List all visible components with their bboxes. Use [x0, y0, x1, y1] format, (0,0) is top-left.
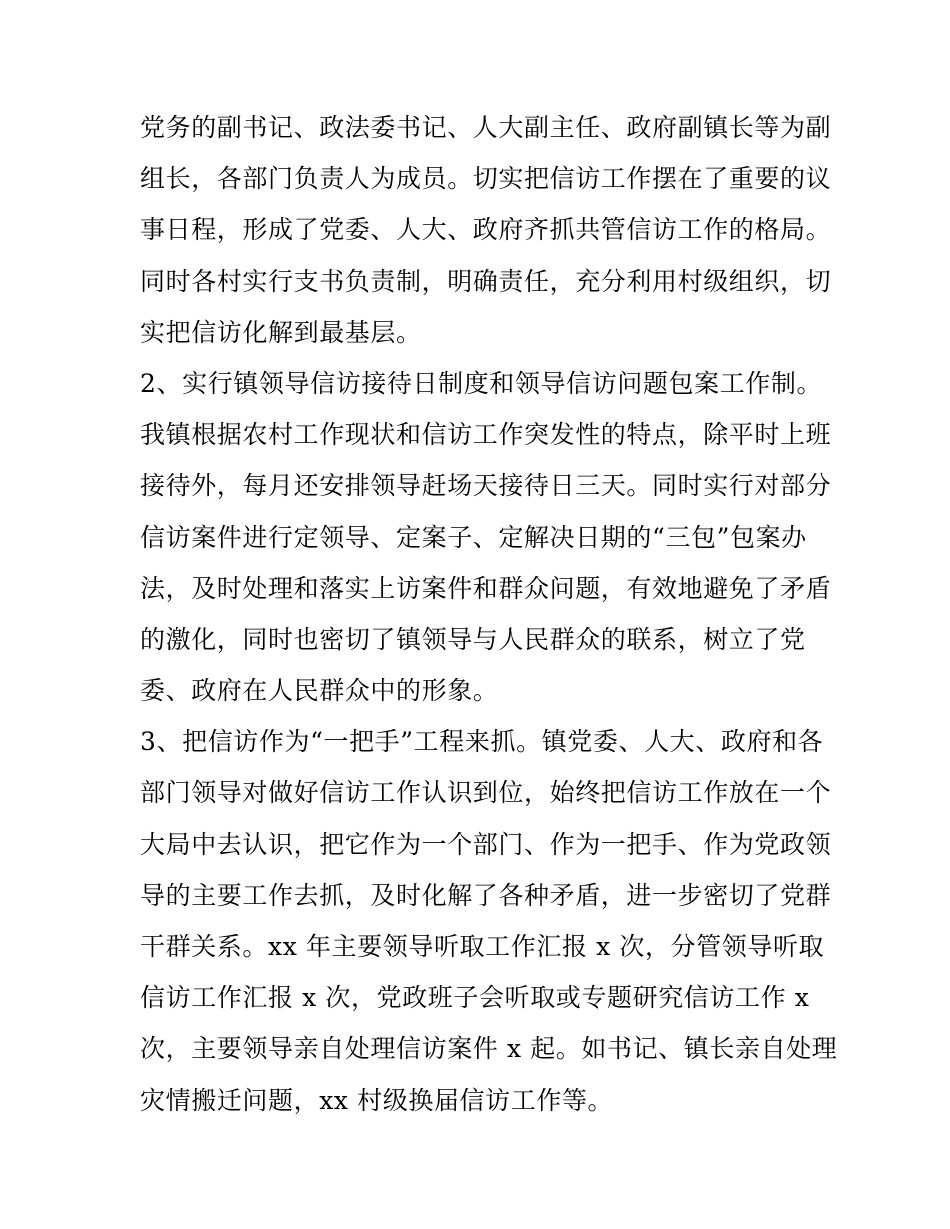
text-line-9: 信访案件进行定领导、定案子、定解决日期的“三包”包案办 [140, 522, 807, 552]
text-line-6: 2、实行镇领导信访接待日制度和领导信访问题包案工作制。 [140, 368, 823, 398]
text-line-5: 实把信访化解到最基层。 [140, 317, 422, 347]
text-line-16: 导的主要工作去抓，及时化解了各种矛盾，进一步密切了党群 [140, 880, 832, 910]
text-line-2: 组长，各部门负责人为成员。切实把信访工作摆在了重要的议 [140, 164, 832, 194]
text-line-14: 部门领导对做好信访工作认识到位，始终把信访工作放在一个 [140, 778, 832, 808]
text-line-11: 的激化，同时也密切了镇领导与人民群众的联系，树立了党 [140, 624, 806, 654]
text-line-15: 大局中去认识，把它作为一个部门、作为一把手、作为党政领 [140, 829, 832, 859]
text-line-18: 信访工作汇报 x 次，党政班子会听取或专题研究信访工作 x [140, 983, 810, 1013]
text-line-19: 次，主要领导亲自处理信访案件 x 起。如书记、镇长亲自处理 [140, 1034, 838, 1064]
text-line-7: 我镇根据农村工作现状和信访工作突发性的特点，除平时上班 [140, 420, 832, 450]
text-line-20: 灾情搬迁问题，xx 村级换届信访工作等。 [140, 1085, 614, 1115]
text-line-17: 干群关系。xx 年主要领导听取工作汇报 x 次，分管领导听取 [140, 932, 825, 961]
text-line-12: 委、政府在人民群众中的形象。 [140, 676, 499, 706]
text-line-13: 3、把信访作为“一把手”工程来抓。镇党委、人大、政府和各 [140, 727, 824, 757]
text-line-8: 接待外，每月还安排领导赶场天接待日三天。同时实行对部分 [140, 471, 832, 501]
text-line-3: 事日程，形成了党委、人大、政府齐抓共管信访工作的格局。 [140, 215, 832, 245]
body-text [140, 102, 838, 1126]
text-line-1: 党务的副书记、政法委书记、人大副主任、政府副镇长等为副 [140, 113, 832, 142]
text-line-4: 同时各村实行支书负责制，明确责任，充分利用村级组织，切 [140, 266, 832, 296]
text-line-10: 法，及时处理和落实上访案件和群众问题，有效地避免了矛盾 [140, 573, 832, 603]
